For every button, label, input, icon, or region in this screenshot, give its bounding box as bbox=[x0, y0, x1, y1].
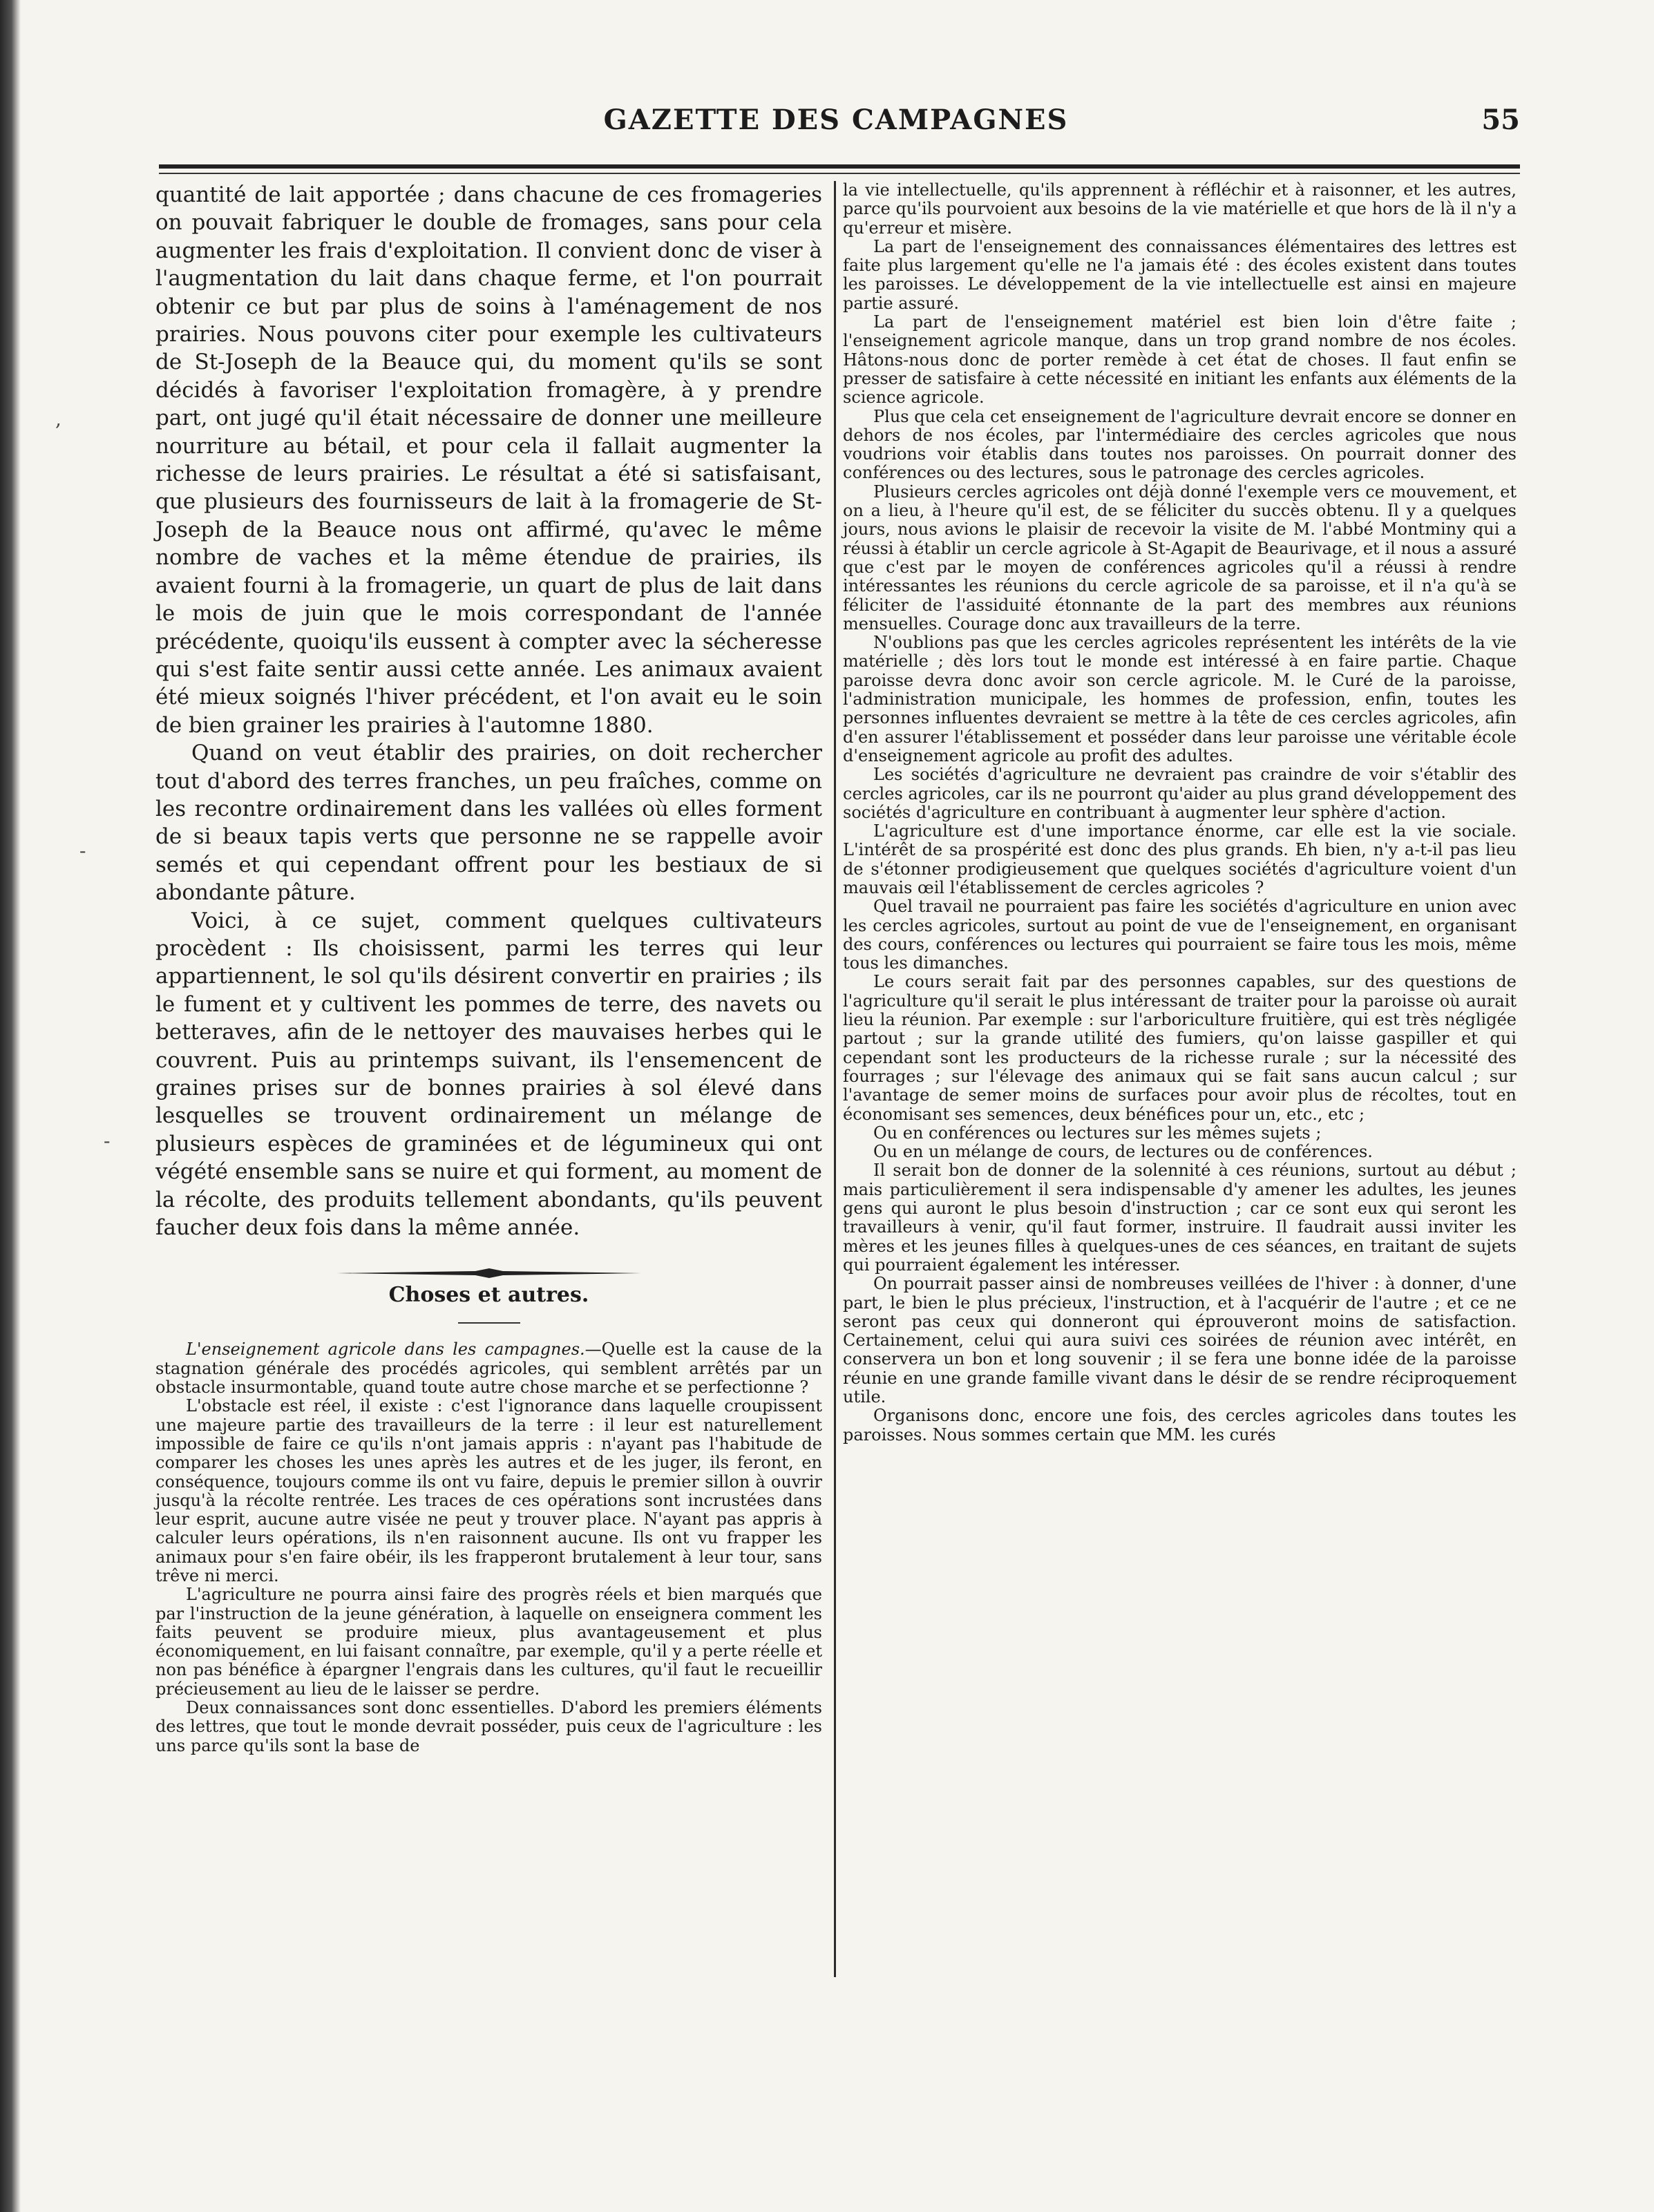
column-divider bbox=[834, 181, 836, 1977]
section-lead-italic: L'enseignement agricole dans les campagnes. bbox=[186, 1339, 585, 1360]
right-continuation: la vie intellectuelle, qu'ils apprennent à réfléchir et à raisonner, et les autres, parce qu'ils pourvoient aux besoins de la vie matérielle et que hors de là il n'y a qu'erreur et misère. bbox=[843, 180, 1517, 238]
header-rule-thin bbox=[159, 173, 1520, 174]
binding-edge bbox=[0, 0, 21, 2212]
right-paragraph: Plus que cela cet enseignement de l'agriculture devrait encore se donner en dehors de nos écoles, par l'intermédiaire des cercles agricoles que nous voudrions voir établis dans toutes nos paroisses. On pourrait donner des conférences ou des lectures, sous le patronage des cercles agricoles. bbox=[843, 406, 1517, 483]
left-paragraph: quantité de lait apportée ; dans chacune de ces fromageries on pouvait fabriquer le double de fromages, sans pour cela augmenter les frais d'exploitation. Il convient donc de viser à l'augmentation du lait dans chaque ferme, et l'on pourrait obtenir ce but par plus de soins à l'aménagement de nos prairies. Nous pouvons citer pour exemple les cultivateurs de St-Joseph de la Beauce qui, du moment qu'ils se sont décidés à favoriser l'exploitation fromagère, à y prendre part, ont jugé qu'il était nécessaire de donner une meilleure nourriture au bétail, et pour cela il fallait augmenter la richesse de leurs prairies. Le résultat a été si satisfaisant, que plusieurs des fournisseurs de lait à la fromagerie de St-Joseph de la Beauce nous ont affirmé, qu'avec le même nombre de vaches et la même étendue de prairies, ils avaient fourni à la fromagerie, un quart de plus de lait dans le mois de juin que le mois correspondant de l'année précédente, quoiqu'ils eussent à compter avec la sécheresse qui s'est faite sentir aussi cette année. Les animaux avaient été mieux soignés l'hiver précédent, et l'on avait eu le soin de bien grainer les prairies à l'automne 1880. bbox=[155, 182, 822, 738]
section-paragraph: L'agriculture ne pourra ainsi faire des progrès réels et bien marqués que par l'instruction de la jeune génération, à laquelle on enseignera comment les faits peuvent se produire mieux, plus avantageusement et plus économiquement, en lui faisant connaître, par exemple, qu'il y a perte réelle et non pas bénéfice à épargner l'engrais dans les cultures, qu'il faut le recueillir précieusement au lieu de le laisser se perdre. bbox=[155, 1585, 823, 1699]
header-rule-thick bbox=[159, 164, 1520, 169]
section-paragraph: Deux connaissances sont donc essentielles. D'abord les premiers éléments des lettres, que tout le monde devrait posséder, puis ceux de l'agriculture : les uns parce qu'ils sont la base de bbox=[155, 1698, 822, 1755]
right-paragraph: Organisons donc, encore une fois, des cercles agricoles dans toutes les paroisses. Nous sommes certain que MM. les curés bbox=[843, 1406, 1517, 1445]
right-paragraph: Ou en conférences ou lectures sur les mêmes sujets ; bbox=[873, 1123, 1322, 1143]
section-lead-rest: —Quelle est la cause de la stagnation générale des procédés agricoles, qui semblent arrêtés par un obstacle insurmontable, quand toute autre chose marche et se perfectionne ? bbox=[155, 1339, 822, 1398]
section-heading bbox=[155, 1268, 822, 1324]
margin-mark: - bbox=[104, 1129, 111, 1152]
section-mini-rule bbox=[458, 1322, 520, 1324]
right-paragraph: Il serait bon de donner de la solennité à ces réunions, surtout au début ; mais particulièrement il sera indispensable d'y amener les adultes, les jeunes gens qui auront le plus besoin d'instruction ; car ce sont eux qui seront les travailleurs à venir, qu'il faut former, instruire. Il faudrait aussi inviter les mères et les jeunes filles à quelques-unes de ces séances, en traitant de sujets qui pourraient également les intéresser. bbox=[843, 1161, 1517, 1275]
ornament-rule bbox=[337, 1268, 641, 1279]
right-paragraph: La part de l'enseignement matériel est bien loin d'être faite ; l'enseignement agricole manque, dans un trop grand nombre de nos écoles. Hâtons-nous donc de porter remède à cet état de choses. Il faut enfin se presser de satisfaire à cette nécessité en initiant les enfants aux éléments de la science agricole. bbox=[843, 312, 1517, 408]
right-paragraph: On pourrait passer ainsi de nombreuses veillées de l'hiver : à donner, d'une part, le bien le plus précieux, l'instruction, et à l'acquérir de l'autre ; et ce ne seront pas ceux qui donneront qui éprouveront moins de satisfaction. Certainement, celui qui aura suivi ces soirées de réunion avec intérêt, en conservera un bon et long souvenir ; il se fera une bonne idée de la paroisse réunie en une grande famille vivant dans le désir de se rendre réciproquement utile. bbox=[843, 1274, 1517, 1407]
right-paragraph: L'agriculture est d'une importance énorme, car elle est la vie sociale. L'intérêt de sa prospérité est donc des plus grands. Eh bien, n'y a-t-il pas lieu de s'étonner prodigieusement que quelques sociétés d'agriculture voient d'un mauvais œil l'établissement de cercles agricoles ? bbox=[843, 821, 1517, 897]
page-number: 55 bbox=[1481, 104, 1520, 136]
right-paragraph: La part de l'enseignement des connaissances élémentaires des lettres est faite plus largement qu'elle ne l'a jamais été : des écoles existent dans toutes les paroisses. Le développement de la vie intellectuelle est ainsi en majeure partie assuré. bbox=[843, 236, 1517, 313]
left-column bbox=[155, 181, 822, 1755]
right-paragraph: Ou en un mélange de cours, de lectures ou de conférences. bbox=[873, 1142, 1373, 1162]
left-paragraph: Voici, à ce sujet, comment quelques cultivateurs procèdent : Ils choisissent, parmi les terres qui leur appartiennent, le sol qu'ils désirent convertir en prairies ; ils le fument et y cultivent les pommes de terre, des navets ou betteraves, afin de le nettoyer des mauvaises herbes qui le couvrent. Puis au printemps suivant, ils l'ensemencent de graines prises sur de bonnes prairies à sol élevé dans lesquelles se trouvent ordinairement un mélange de plusieurs espèces de graminées et de légumineux qui ont végété ensemble sans se nuire et qui forment, au moment de la récolte, des produits tellement abondants, qu'ils peuvent faucher deux fois dans la même année. bbox=[155, 908, 822, 1241]
section-title: Choses et autres. bbox=[388, 1283, 589, 1308]
right-paragraph: Plusieurs cercles agricoles ont déjà donné l'exemple vers ce mouvement, et on a lieu, à l'heure qu'il est, de se féliciter du succès obtenu. Il y a quelques jours, nous avions le plaisir de recevoir la visite de M. l'abbé Montminy qui a réussi à établir un cercle agricole à St-Agapit de Beaurivage, et il nous a assuré que c'est par le moyen de conférences agricoles qu'il a réussi à rendre intéressantes les réunions du cercle agricole de sa paroisse, et il n'a qu'à se féliciter de l'assiduité étonnante de la part des membres aux réunions mensuelles. Courage donc aux travailleurs de la terre. bbox=[843, 482, 1517, 633]
left-paragraph: Quand on veut établir des prairies, on doit rechercher tout d'abord des terres franches, un peu fraîches, comme on les recontre ordinairement dans les vallées où elles forment de si beaux tapis verts que personne ne se rappelle avoir semés et qui cependant offrent pour les bestiaux de si abondante pâture. bbox=[155, 741, 822, 906]
right-paragraph: N'oublions pas que les cercles agricoles représentent les intérêts de la vie matérielle ; dès lors tout le monde est intéressé à en faire partie. Chaque paroisse devra donc avoir son cercle agricole. M. le Curé de la paroisse, l'administration municipale, les hommes de profession, enfin, toutes les personnes influentes devraient se mettre à la tête de ces cercles agricoles, afin d'en assurer l'établissement et posséder dans leur paroisse une véritable école d'enseignement agricole au profit des adultes. bbox=[843, 633, 1517, 765]
page-header bbox=[152, 104, 1520, 152]
gazette-title: GAZETTE DES CAMPAGNES bbox=[603, 104, 1069, 136]
section-paragraph: L'obstacle est réel, il existe : c'est l'ignorance dans laquelle croupissent une majeure partie des travailleurs de la terre : il leur est naturellement impossible de faire ce qu'ils n'ont jamais appris : n'ayant pas l'habitude de comparer les choses les unes après les autres et de les juger, ils feront, en conséquence, toujours comme ils ont vu faire, depuis le premier sillon à ouvrir jusqu'à la récolte rentrée. Les traces de ces opérations sont incrustées dans leur esprit, aucune autre visée ne peut y trouver place. N'ayant pas appris à calculer leurs opérations, ils n'en raisonnent aucune. Ils ont vu frapper les animaux pour s'en faire obéir, ils les frapperont brutalement à leur tour, sans trêve ni merci. bbox=[155, 1396, 822, 1585]
margin-mark: , bbox=[55, 408, 61, 430]
margin-mark: - bbox=[79, 839, 86, 862]
right-paragraph: Les sociétés d'agriculture ne devraient pas craindre de voir s'établir des cercles agricoles, car ils ne pourront qu'aider au plus grand développement des sociétés d'agriculture en contribuant à augmenter leur sphère d'action. bbox=[843, 765, 1517, 822]
section-lead bbox=[155, 1340, 822, 1397]
right-paragraph: Le cours serait fait par des personnes capables, sur des questions de l'agriculture qu'il serait le plus intéressant de traiter pour la paroisse où aurait lieu la réunion. Par exemple : sur l'arboriculture fruitière, qui est très négligée partout ; sur la grande utilité des fumiers, qu'on laisse gaspiller et qui cependant sont les producteurs de la richesse rurale ; sur la nécessité des fourrages ; sur l'élevage des animaux qui se fait sans aucun calcul ; sur l'avantage de semer moins de surfaces pour avoir plus de récoltes, tout en économisant ses semences, deux bénéfices pour un, etc., etc ; bbox=[843, 972, 1517, 1124]
right-column bbox=[843, 181, 1517, 1445]
right-paragraph: Quel travail ne pourraient pas faire les sociétés d'agriculture en union avec les cercles agricoles, surtout au point de vue de l'enseignement, en organisant des cours, conférences ou lectures qui pourraient se faire tous les mois, même tous les dimanches. bbox=[843, 897, 1517, 973]
